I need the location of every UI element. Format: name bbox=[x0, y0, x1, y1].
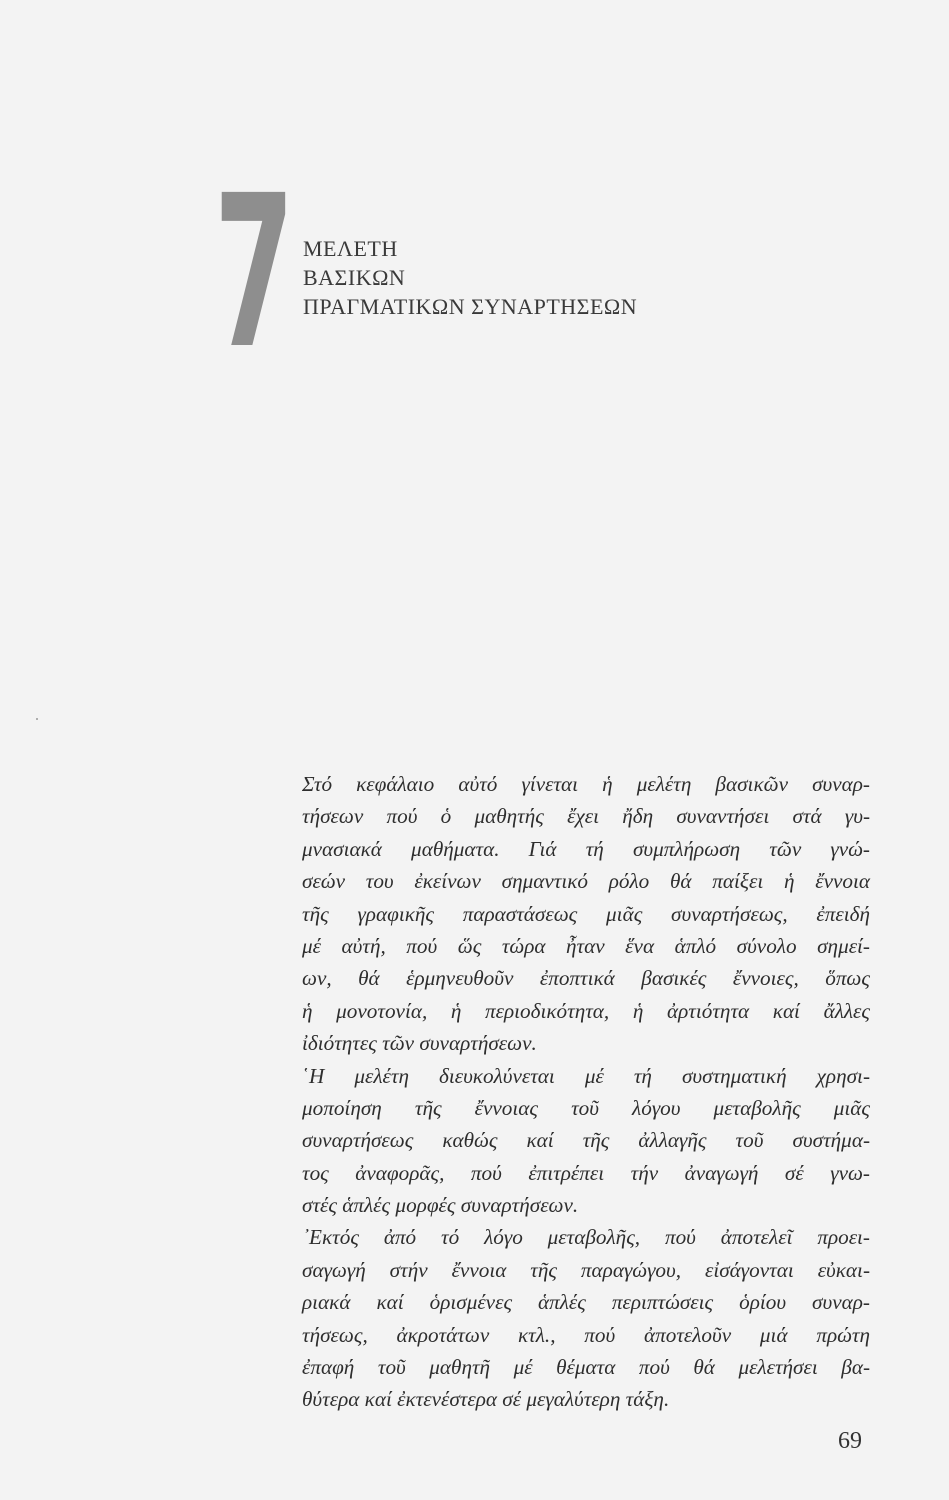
intro-line: ἐπαφή τοῦ μαθητῆ μέ θέματα πού θά μελετήσει βα- bbox=[302, 1355, 870, 1380]
intro-line: μοποίηση τῆς ἔννοιας τοῦ λόγου μεταβολῆς μιᾶς bbox=[302, 1095, 870, 1120]
chapter-title-line: ΒΑΣΙΚΩΝ bbox=[303, 265, 406, 290]
chapter-title bbox=[303, 234, 637, 321]
intro-line: ριακά καί ὁρισμένες ἁπλές περιπτώσεις ὁρίου συναρ- bbox=[302, 1290, 870, 1315]
intro-line: τος ἀναφορᾶς, πού ἐπιτρέπει τήν ἀναγωγή σέ γνω- bbox=[302, 1160, 870, 1185]
intro-line: θύτερα καί ἐκτενέστερα σέ μεγαλύτερη τάξη. bbox=[302, 1387, 670, 1412]
intro-line: συναρτήσεως καθώς καί τῆς ἀλλαγῆς τοῦ συστήμα- bbox=[302, 1128, 870, 1153]
intro-line: ᾽Εκτός ἀπό τό λόγο μεταβολῆς, πού ἀποτελεῖ προει- bbox=[302, 1225, 870, 1250]
intro-line: ἰδιότητες τῶν συναρτήσεων. bbox=[302, 1031, 537, 1056]
paper-speck bbox=[36, 718, 38, 720]
page-number: 69 bbox=[838, 1428, 862, 1454]
chapter-title-line: ΠΡΑΓΜΑΤΙΚΩΝ ΣΥΝΑΡΤΗΣΕΩΝ bbox=[303, 294, 638, 319]
intro-line: ων, θά ἑρμηνευθοῦν ἐποπτικά βασικές ἔννοιες, ὅπως bbox=[302, 966, 870, 991]
chapter-introduction bbox=[302, 768, 870, 1416]
intro-line: ἡ μονοτονία, ἡ περιοδικότητα, ἡ ἀρτιότητα καί ἄλλες bbox=[302, 998, 870, 1023]
intro-line: ῾Η μελέτη διευκολύνεται μέ τή συστηματική χρησι- bbox=[302, 1063, 870, 1088]
intro-line: τήσεως, ἀκροτάτων κτλ., πού ἀποτελοῦν μιά πρώτη bbox=[302, 1322, 870, 1347]
intro-line: μέ αὐτή, πού ὥς τώρα ἦταν ἕνα ἁπλό σύνολο σημεί- bbox=[302, 933, 870, 958]
intro-line: μνασιακά μαθήματα. Γιά τή συμπλήρωση τῶν γνώ- bbox=[302, 836, 870, 861]
intro-line: τῆς γραφικῆς παραστάσεως μιᾶς συναρτήσεως, ἐπειδή bbox=[302, 901, 870, 926]
chapter-number: 7 bbox=[214, 150, 293, 395]
intro-line: σεών του ἐκείνων σημαντικό ρόλο θά παίξει ἡ ἔννοια bbox=[302, 869, 870, 894]
intro-line: σαγωγή στήν ἔννοια τῆς παραγώγου, εἰσάγονται εὐκαι- bbox=[302, 1257, 870, 1282]
intro-line: τήσεων πού ὁ μαθητής ἔχει ἤδη συναντήσει στά γυ- bbox=[302, 804, 870, 829]
intro-line: στές ἁπλές μορφές συναρτήσεων. bbox=[302, 1193, 579, 1218]
chapter-title-line: ΜΕΛΕΤΗ bbox=[303, 236, 398, 261]
intro-line: Στό κεφάλαιο αὐτό γίνεται ἡ μελέτη βασικῶν συναρ- bbox=[302, 772, 870, 796]
